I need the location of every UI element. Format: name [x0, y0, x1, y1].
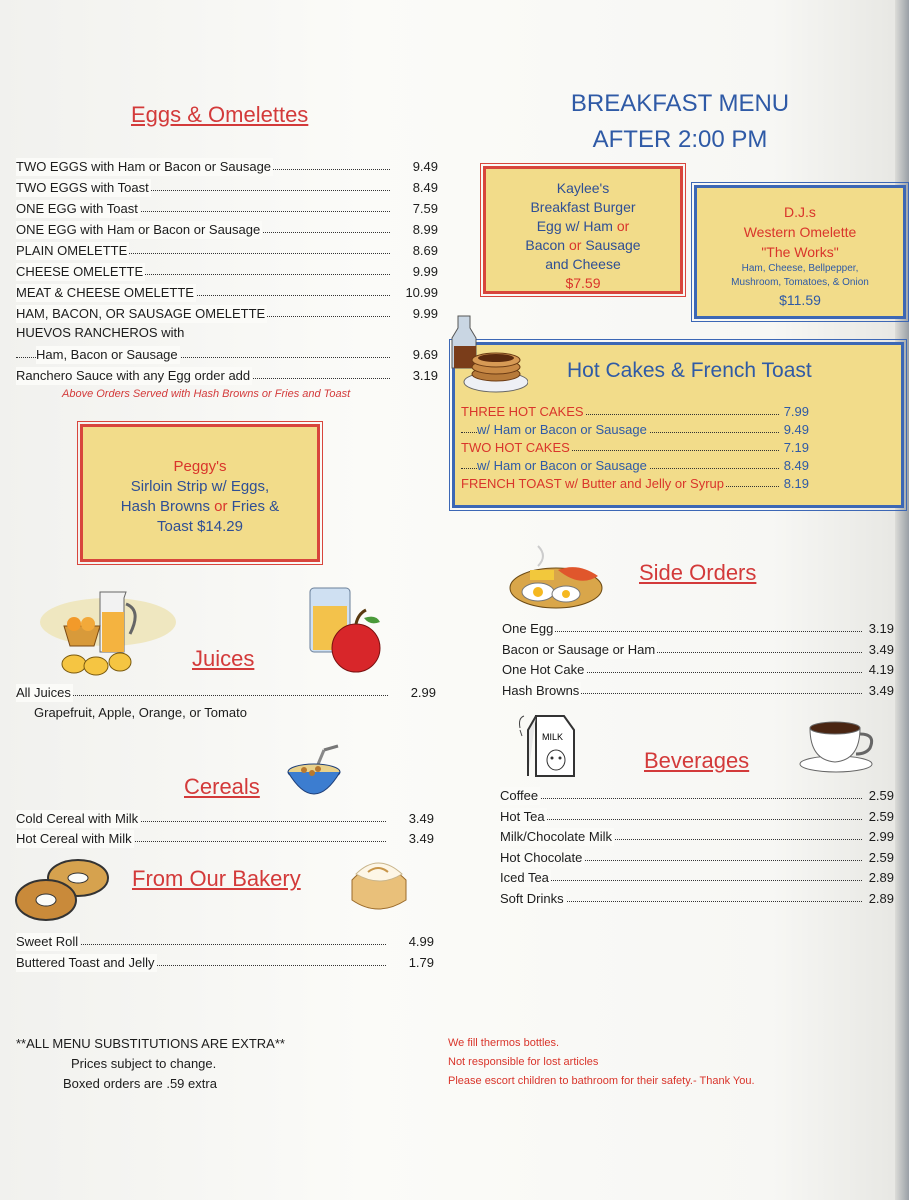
kaylee-price: $7.59	[565, 275, 601, 291]
page-edge	[895, 0, 909, 1200]
milk-carton-icon	[514, 712, 590, 785]
kaylee-line-4: Bacon or Sausage	[525, 237, 641, 253]
bakery-heading: From Our Bakery	[132, 866, 301, 891]
item-price: 10.99	[405, 285, 438, 300]
coffee-cup-icon	[798, 714, 880, 781]
footer-right	[448, 1034, 755, 1091]
item-label: Hash Browns	[502, 682, 580, 698]
item-price: 1.79	[408, 955, 434, 970]
item-label: TWO HOT CAKES	[461, 440, 570, 455]
beverages-heading: Beverages	[644, 748, 750, 773]
juice-apple-icon	[306, 584, 396, 681]
item-price: 3.49	[408, 831, 434, 846]
item-price: 8.99	[412, 222, 438, 237]
item-price: 7.19	[783, 440, 809, 455]
dot-leader	[502, 631, 862, 632]
eggs-note: Above Orders Served with Hash Browns or Fries and Toast	[62, 388, 351, 400]
item-price: 8.49	[783, 458, 809, 473]
item-price: 4.99	[408, 934, 434, 949]
juices-sub: Grapefruit, Apple, Orange, or Tomato	[34, 705, 247, 720]
item-label: w/ Ham or Bacon or Sausage	[477, 458, 647, 473]
item-label: TWO EGGS with Toast	[16, 180, 149, 195]
item-label: Buttered Toast and Jelly	[16, 955, 155, 970]
item-label: Coffee	[500, 788, 539, 803]
item-price: 9.99	[412, 306, 438, 321]
dj-line-5: Mushroom, Tomatoes, & Onion	[731, 277, 869, 288]
item-label: ONE EGG with Toast	[16, 201, 138, 216]
menu-title-line-2: AFTER 2:00 PM	[592, 126, 768, 153]
dot-leader	[500, 798, 862, 799]
item-label: Sweet Roll	[16, 934, 79, 949]
juices-heading: Juices	[192, 646, 255, 671]
dj-line-4: Ham, Cheese, Bellpepper,	[741, 263, 859, 274]
item-label: One Hot Cake	[502, 662, 585, 677]
item-price: 2.59	[868, 788, 894, 803]
item-price: 8.49	[412, 180, 438, 195]
item-price: 3.19	[412, 368, 438, 383]
cereals-heading: Cereals	[184, 774, 260, 799]
item-label: HAM, BACON, OR SAUSAGE OMELETTE	[16, 306, 266, 321]
thermos-note: We fill thermos bottles.	[448, 1037, 560, 1049]
item-label: Iced Tea	[500, 870, 549, 885]
sides-heading: Side Orders	[639, 560, 757, 585]
item-label: MEAT & CHEESE OMELETTE	[16, 285, 194, 300]
item-label: Ranchero Sauce with any Egg order add	[16, 368, 251, 383]
peggy-line-1: Peggy's	[173, 458, 227, 475]
item-price: 2.59	[868, 808, 894, 824]
boxed-orders-note: Boxed orders are .59 extra	[63, 1076, 217, 1091]
item-price: 2.89	[868, 890, 894, 906]
item-price: 3.49	[868, 641, 894, 657]
item-label: PLAIN OMELETTE	[16, 243, 128, 258]
item-price: 8.69	[412, 243, 438, 258]
children-note: Please escort children to bathroom for their safety.- Thank You.	[448, 1075, 755, 1087]
kaylee-line-2: Breakfast Burger	[530, 199, 636, 215]
milk-carton-label: MILK	[542, 732, 564, 742]
peggy-line-4: Toast $14.29	[157, 518, 243, 535]
menu-title-line-1: BREAKFAST MENU	[570, 90, 790, 117]
item-price: 8.19	[783, 476, 809, 491]
dj-price: $11.59	[779, 292, 821, 308]
cinnamon-roll-icon	[346, 850, 412, 923]
item-label: Ham, Bacon or Sausage	[36, 347, 178, 362]
huevos-line: HUEVOS RANCHEROS with	[16, 325, 185, 340]
item-label: Bacon or Sausage or Ham	[502, 641, 656, 657]
item-label: FRENCH TOAST w/ Butter and Jelly or Syrup	[461, 476, 724, 491]
hotcakes-heading: Hot Cakes & French Toast	[567, 359, 812, 382]
item-label: ONE EGG with Ham or Bacon or Sausage	[16, 222, 261, 237]
dot-leader	[500, 819, 862, 820]
donut-icon	[14, 856, 114, 931]
item-price: 3.49	[868, 682, 894, 698]
kaylee-line-5: and Cheese	[545, 256, 621, 272]
item-label: TWO EGGS with Ham or Bacon or Sausage	[16, 159, 272, 174]
eggs-heading: Eggs & Omelettes	[131, 102, 309, 127]
footer-left	[16, 1034, 316, 1094]
item-label: w/ Ham or Bacon or Sausage	[477, 422, 647, 437]
item-label: All Juices	[16, 685, 71, 700]
item-label: Hot Tea	[500, 808, 545, 824]
item-price: 3.49	[408, 811, 434, 826]
breakfast-plate-icon	[508, 536, 608, 619]
kaylee-line-3: Egg w/ Ham or	[536, 218, 630, 234]
dj-line-2: Western Omelette	[743, 224, 857, 240]
kaylee-box	[483, 166, 683, 294]
dj-line-1: D.J.s	[784, 204, 816, 220]
item-price: 4.19	[868, 662, 894, 677]
item-price: 9.69	[412, 347, 438, 362]
dot-leader	[500, 880, 862, 881]
item-price: 9.99	[412, 264, 438, 279]
item-label: THREE HOT CAKES	[461, 404, 584, 419]
item-label: Cold Cereal with Milk	[16, 811, 139, 826]
item-price: 9.49	[783, 422, 809, 437]
item-price: 7.99	[783, 404, 809, 419]
dj-box	[694, 185, 906, 319]
pancake-syrup-icon	[448, 306, 528, 401]
prices-note: Prices subject to change.	[71, 1056, 217, 1071]
item-price: 3.19	[868, 621, 894, 636]
item-price: 2.59	[868, 849, 894, 865]
menu-title	[540, 86, 820, 158]
item-price: 2.89	[868, 870, 894, 885]
substitutions-note: **ALL MENU SUBSTITUTIONS ARE EXTRA**	[16, 1036, 285, 1051]
item-label: Hot Chocolate	[500, 849, 583, 865]
item-label: One Egg	[502, 621, 554, 636]
peggy-box	[80, 424, 320, 562]
item-price: 7.59	[412, 201, 438, 216]
juice-pitcher-icon	[38, 582, 178, 687]
item-label: Soft Drinks	[500, 890, 564, 906]
item-label: Hot Cereal with Milk	[16, 831, 132, 846]
item-label: CHEESE OMELETTE	[16, 264, 144, 279]
item-price: 2.99	[868, 829, 894, 844]
peggy-line-3: Hash Browns or Fries &	[120, 498, 280, 515]
kaylee-line-1: Kaylee's	[556, 180, 610, 196]
item-price: 2.99	[410, 685, 436, 700]
item-label: Milk/Chocolate Milk	[500, 829, 612, 844]
dj-line-3: "The Works"	[761, 244, 839, 260]
peggy-line-2: Sirloin Strip w/ Eggs,	[130, 478, 270, 495]
cereal-bowl-icon	[284, 744, 346, 811]
lost-articles-note: Not responsible for lost articles	[448, 1056, 599, 1068]
item-price: 9.49	[412, 159, 438, 174]
